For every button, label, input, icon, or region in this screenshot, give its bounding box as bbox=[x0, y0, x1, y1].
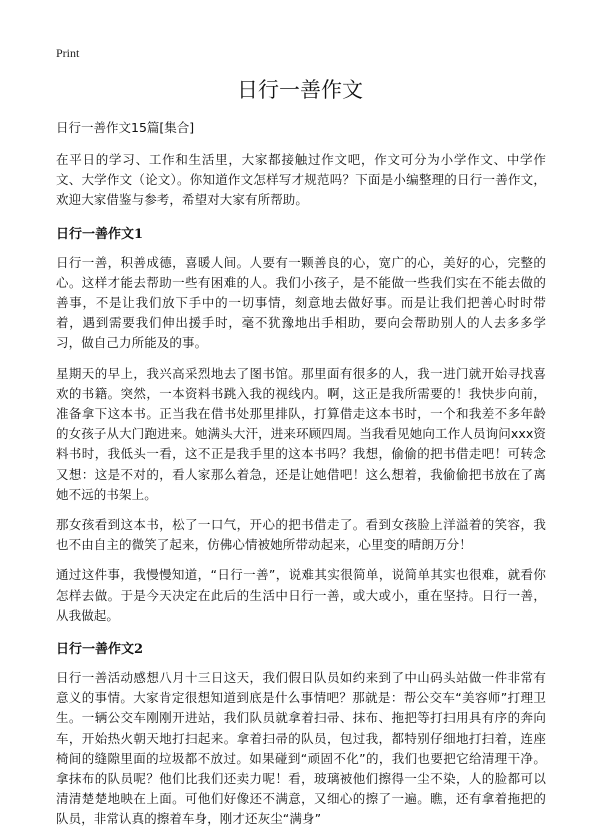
section-paragraph: 那女孩看到这本书，松了一口气，开心的把书借走了。看到女孩脸上洋溢着的笑容，我也不由自主的微笑了起来，仿佛心情被她所带动起来，心里变的晴朗万分！ bbox=[56, 517, 546, 553]
section-heading: 日行一善作文2 bbox=[56, 642, 144, 658]
page-title: 日行一善作文 bbox=[237, 78, 363, 102]
section-paragraph: 日行一善，积善成德，喜暖人间。人要有一颗善良的心，宽广的心，美好的心，完整的心。这样才能去帮助一些有困难的人。我们小孩子，是不能做一些我们实在不能去做的善事，不是让我们放下手中的一切事情，刻意地去做好事。而是让我们把善心时时带着，遇到需要我们伸出援手时，毫不犹豫地出手相助，要向会帮助别人的人去多多学习，做自己力所能及的事。 bbox=[56, 254, 546, 351]
document-subtitle: 日行一善作文15篇[集合] bbox=[56, 120, 195, 135]
section-paragraph: 日行一善活动感想八月十三日这天，我们假日队员如约来到了中山码头站做一件非常有意义的事情。大家肯定很想知道到底是什么事情吧？那就是：帮公交车“美容师”打理卫生。一辆公交车刚刚开进站，我们队员就拿着扫帚、抹布、拖把等打扫用具有序的奔向车，开始热火朝天地打扫起来。拿着扫帚的队员，包过我，都特别仔细地打扫着，连座椅间的缝隙里面的垃圾都不放过。如果碰到“顽固不化”的，我们也要把它给清理干净。拿抹布的队员呢？他们比我们还卖力呢！看，玻璃被他们擦得一尘不染，人的脸都可以清清楚楚地映在上面。可他们好像还不满意，又细心的擦了一遍。瞧，还有拿着拖把的队员，非常认真的擦着车身，刚才还灰尘“满身” bbox=[56, 670, 546, 827]
intro-paragraph: 在平日的学习、工作和生活里，大家都接触过作文吧，作文可分为小学作文、中学作文、大学作文（论文）。你知道作文怎样写才规范吗？下面是小编整理的日行一善作文，欢迎大家借鉴与参考，希望对大家有所帮助。 bbox=[56, 152, 546, 208]
print-label[interactable]: Print bbox=[56, 46, 80, 60]
document-body bbox=[56, 118, 546, 840]
section-paragraph: 星期天的早上，我兴高采烈地去了图书馆。那里面有很多的人，我一进门就开始寻找喜欢的书籍。突然，一本资料书跳入我的视线内。啊，这正是我所需要的！我快步向前，准备拿下这本书。正当我在借书处那里排队，打算借走这本书时，一个和我差不多年龄的女孩子从大门跑进来。她满头大汗，进来环顾四周。当我看见她向工作人员询问xxx资料书时，我低头一看，这不正是我手里的这本书吗？我想，偷偷的把书借走吧！可转念又想：这是不对的，看人家那么着急，还是让她借吧！这么想着，我偷偷把书放在了离她不远的书架上。 bbox=[56, 365, 546, 502]
section-paragraph: 通过这件事，我慢慢知道，“日行一善”，说难其实很简单，说简单其实也很难，就看你怎样去做。于是今天决定在此后的生活中日行一善，或大或小，重在坚持。日行一善，从我做起。 bbox=[56, 567, 546, 623]
section-heading: 日行一善作文1 bbox=[56, 226, 144, 242]
